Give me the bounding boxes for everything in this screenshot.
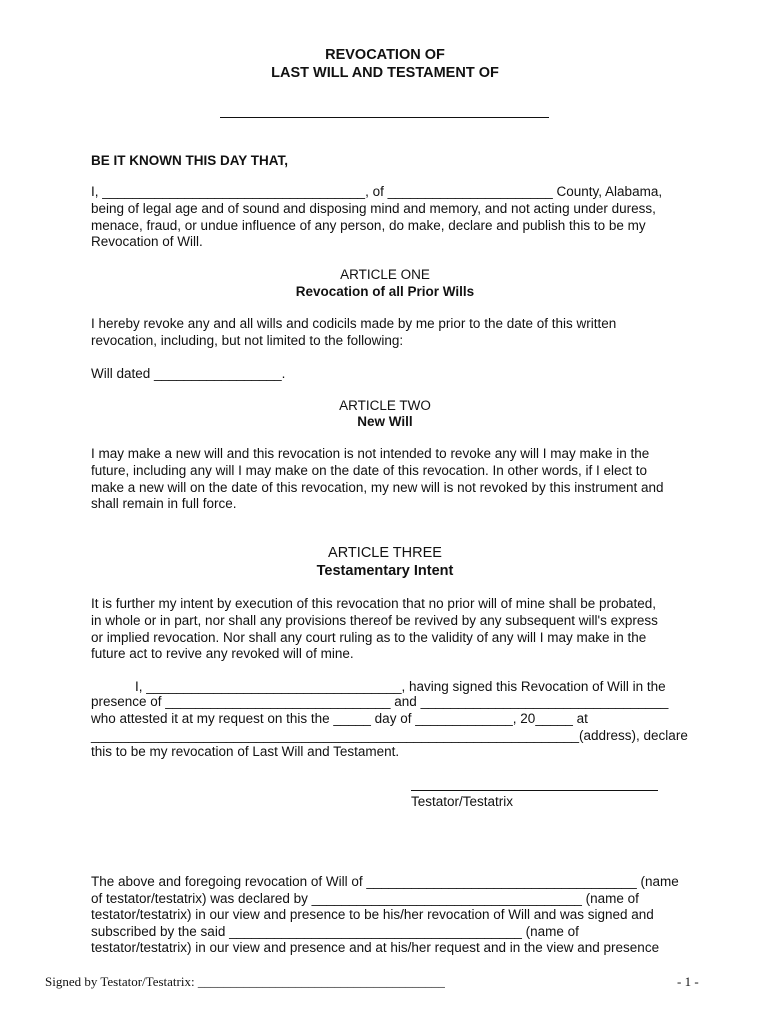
attestation-line-4: _________________________________________________________________(address), declare bbox=[91, 727, 688, 743]
testator-name-line bbox=[220, 117, 549, 118]
testator-label: Testator/Testatrix bbox=[411, 794, 514, 809]
article-three-line-4: future act to revive any revoked will of mine. bbox=[91, 646, 354, 662]
article-two-line-1: I may make a new will and this revocation is not intended to revoke any will I may make in the bbox=[91, 446, 650, 461]
article-three-heading: ARTICLE THREE bbox=[328, 545, 442, 561]
intro-line-2: being of legal age and of sound and disposing mind and memory, and not acting under duress, bbox=[91, 200, 656, 216]
article-three-line-2: in whole or in part, nor shall any provisions thereof be revived by any subsequent will's express bbox=[91, 612, 658, 628]
witness-line-5: testator/testatrix) in our view and presence and at his/her request and in the view and presence bbox=[91, 940, 660, 956]
name-blank: ___________________________________ bbox=[102, 184, 366, 199]
article-one-subheading: Revocation of all Prior Wills bbox=[295, 284, 475, 299]
article-two-subheading: New Will bbox=[357, 414, 413, 429]
article-one-paragraph bbox=[91, 316, 691, 350]
witness-line-4: subscribed by the said _______________________________________ (name of bbox=[91, 923, 579, 939]
intro-line-1 bbox=[91, 184, 691, 201]
witness-line-1: The above and foregoing revocation of Will of ____________________________________ (name bbox=[91, 874, 679, 889]
article-two-line-2: future, including any will I may make on the date of this revocation. In other words, if I elect to bbox=[91, 462, 648, 478]
witness-paragraph bbox=[91, 874, 691, 957]
attestation-line-2: presence of ______________________________ and _________________________________ bbox=[91, 694, 669, 709]
page-number: - 1 - bbox=[677, 974, 699, 989]
title-line-1: REVOCATION OF bbox=[325, 47, 445, 63]
witness-line-2: of testator/testatrix) was declared by ____________________________________ (name of bbox=[91, 890, 639, 906]
article-two-line-4: shall remain in full force. bbox=[91, 496, 237, 512]
article-three-paragraph bbox=[91, 596, 691, 663]
intro-i: I, bbox=[91, 184, 103, 199]
intro-line-4: Revocation of Will. bbox=[91, 234, 203, 250]
intro-line-3: menace, fraud, or undue influence of any person, do make, declare and publish this to be my bbox=[91, 217, 646, 233]
intro-paragraph bbox=[91, 184, 691, 251]
attestation-line-3: who attested it at my request on this the _____ day of _____________, 20_____ at bbox=[91, 710, 588, 726]
intro-heading: BE IT KNOWN THIS DAY THAT, bbox=[91, 153, 289, 168]
will-dated-line: Will dated _________________. bbox=[91, 366, 286, 381]
witness-line-3: testator/testatrix) in our view and presence to be his/her revocation of Will and was signed and bbox=[91, 907, 654, 923]
article-two-heading: ARTICLE TWO bbox=[339, 398, 431, 413]
intro-county: County, Alabama, bbox=[552, 184, 663, 199]
county-blank: ______________________ bbox=[387, 184, 553, 199]
article-three-line-1: It is further my intent by execution of this revocation that no prior will of mine shall be probated, bbox=[91, 596, 657, 611]
footer-signed-by: Signed by Testator/Testatrix: ______________________________________ bbox=[45, 974, 445, 989]
testator-signature-line bbox=[411, 790, 658, 791]
article-one-line-2: revocation, including, but not limited to the following: bbox=[91, 332, 404, 348]
article-one-line-1: I hereby revoke any and all wills and codicils made by me prior to the date of this written bbox=[91, 316, 617, 331]
article-three-subheading: Testamentary Intent bbox=[316, 563, 454, 579]
attestation-line-1: I, __________________________________, having signed this Revocation of Will in the bbox=[135, 679, 666, 694]
attestation-line-5: this to be my revocation of Last Will and Testament. bbox=[91, 744, 400, 760]
article-two-line-3: make a new will on the date of this revocation, my new will is not revoked by this instrument and bbox=[91, 479, 664, 495]
attestation-paragraph bbox=[91, 694, 691, 761]
article-two-paragraph bbox=[91, 446, 691, 513]
title-line-2: LAST WILL AND TESTAMENT OF bbox=[271, 65, 499, 81]
article-one-heading: ARTICLE ONE bbox=[340, 267, 430, 282]
intro-of: , of bbox=[365, 184, 388, 199]
article-three-line-3: or implied revocation. Nor shall any court ruling as to the validity of any will I may make in the bbox=[91, 629, 647, 645]
